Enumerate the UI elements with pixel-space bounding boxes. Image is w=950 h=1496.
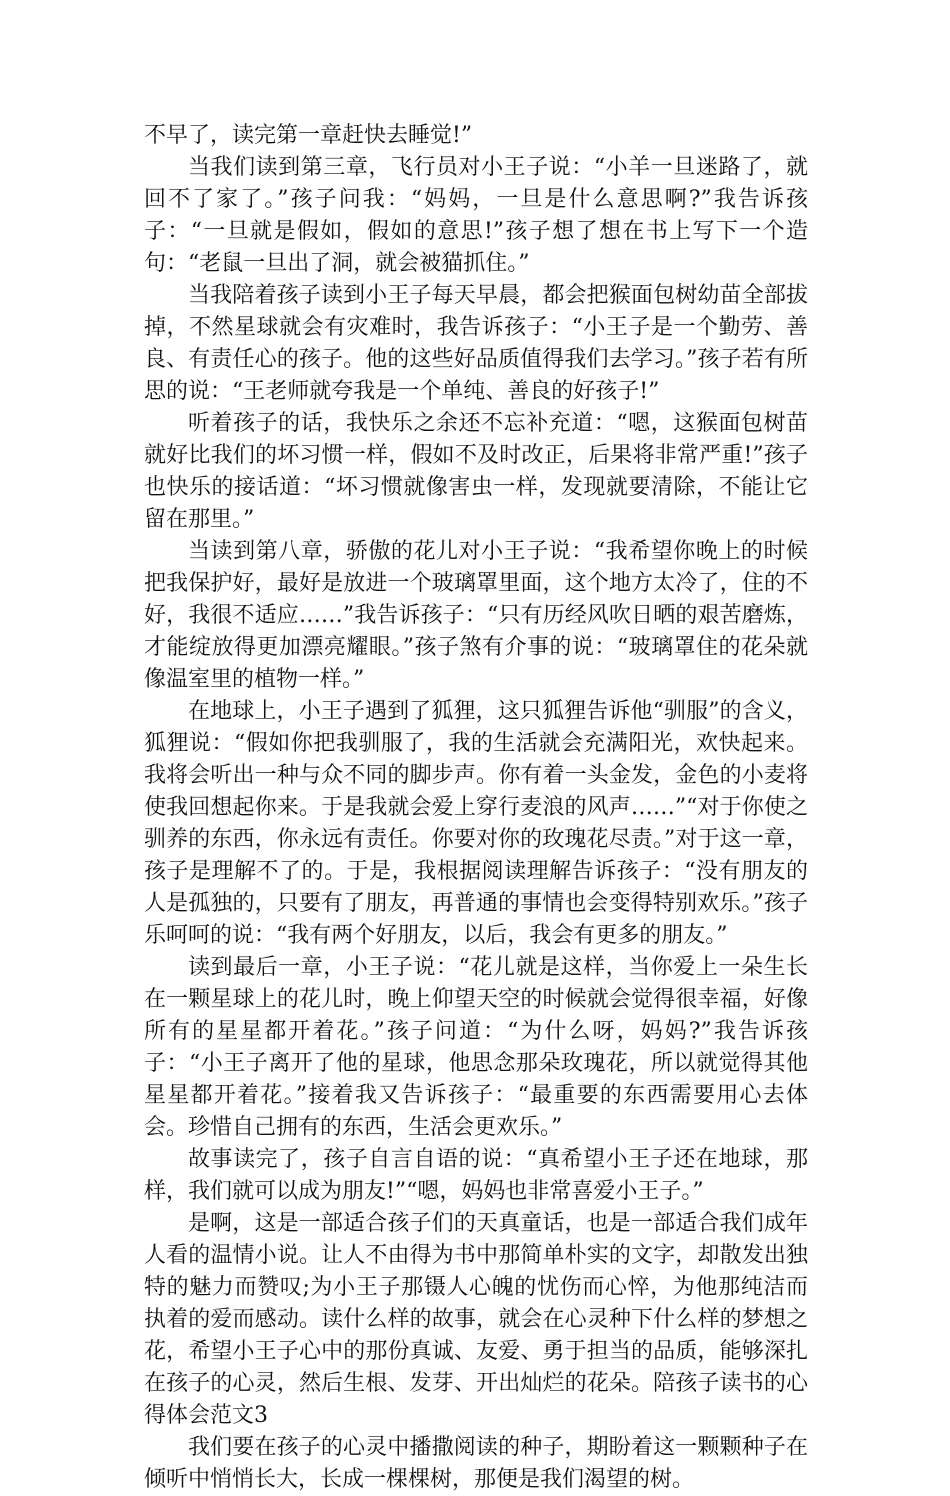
paragraph-7: 读到最后一章，小王子说：“花儿就是这样，当你爱上一朵生长在一颗星球上的花儿时，晚上仰望天空的时候就会觉得很幸福，好像所有的星星都开着花。”孩子问道：“为什么呀，妈妈?”我告诉孩子：“小王子离开了他的星球，他思念那朵玫瑰花，所以就觉得其他星星都开着花。”接着我又告诉孩子：“最重要的东西需要用心去体会。珍惜自己拥有的东西，生活会更欢乐。” [144, 955, 808, 1140]
paragraph-3: 当我陪着孩子读到小王子每天早晨，都会把猴面包树幼苗全部拔掉，不然星球就会有灾难时，我告诉孩子：“小王子是一个勤劳、善良、有责任心的孩子。他的这些好品质值得我们去学习。”孩子若有所思的说：“王老师就夸我是一个单纯、善良的好孩子!” [144, 283, 808, 404]
paragraph-9: 是啊，这是一部适合孩子们的天真童话，也是一部适合我们成年人看的温情小说。让人不由得为书中那简单朴实的文字，却散发出独特的魅力而赞叹;为小王子那镊人心魄的忧伤而心悴，为他那纯洁而执着的爱而感动。读什么样的故事，就会在心灵种下什么样的梦想之花，希望小王子心中的那份真诚、友爱、勇于担当的品质，能够深扎在孩子的心灵，然后生根、发芽、开出灿烂的花朵。陪孩子读书的心得体会范文3 [144, 1211, 808, 1428]
paragraph-8: 故事读完了，孩子自言自语的说：“真希望小王子还在地球，那样，我们就可以成为朋友!”“嗯，妈妈也非常喜爱小王子。” [144, 1147, 808, 1204]
document-body [144, 120, 808, 1496]
paragraph-6: 在地球上，小王子遇到了狐狸，这只狐狸告诉他“驯服”的含义，狐狸说：“假如你把我驯服了，我的生活就会充满阳光，欢快起来。我将会听出一种与众不同的脚步声。你有着一头金发，金色的小麦将使我回想起你来。于是我就会爱上穿行麦浪的风声……”“对于你使之驯养的东西，你永远有责任。你要对你的玫瑰花尽责。”对于这一章，孩子是理解不了的。于是，我根据阅读理解告诉孩子：“没有朋友的人是孤独的，只要有了朋友，再普通的事情也会变得特别欢乐。”孩子乐呵呵的说：“我有两个好朋友，以后，我会有更多的朋友。” [144, 699, 808, 948]
paragraph-4: 听着孩子的话，我快乐之余还不忘补充道：“嗯，这猴面包树苗就好比我们的坏习惯一样，假如不及时改正，后果将非常严重!”孩子也快乐的接话道：“坏习惯就像害虫一样，发现就要清除，不能让它留在那里。” [144, 411, 808, 532]
paragraph-1: 不早了，读完第一章赶快去睡觉!” [144, 123, 473, 148]
paragraph-10: 我们要在孩子的心灵中播撒阅读的种子，期盼着这一颗颗种子在倾听中悄悄长大，长成一棵棵树，那便是我们渴望的树。 [144, 1435, 808, 1492]
paragraph-2: 当我们读到第三章，飞行员对小王子说：“小羊一旦迷路了，就回不了家了。”孩子问我：“妈妈，一旦是什么意思啊?”我告诉孩子：“一旦就是假如，假如的意思!”孩子想了想在书上写下一个造句：“老鼠一旦出了洞，就会被猫抓住。” [144, 155, 808, 276]
paragraph-5: 当读到第八章，骄傲的花儿对小王子说：“我希望你晚上的时候把我保护好，最好是放进一个玻璃罩里面，这个地方太冷了，住的不好，我很不适应……”我告诉孩子：“只有历经风吹日晒的艰苦磨炼，才能绽放得更加漂亮耀眼。”孩子煞有介事的说：“玻璃罩住的花朵就像温室里的植物一样。” [144, 539, 808, 692]
